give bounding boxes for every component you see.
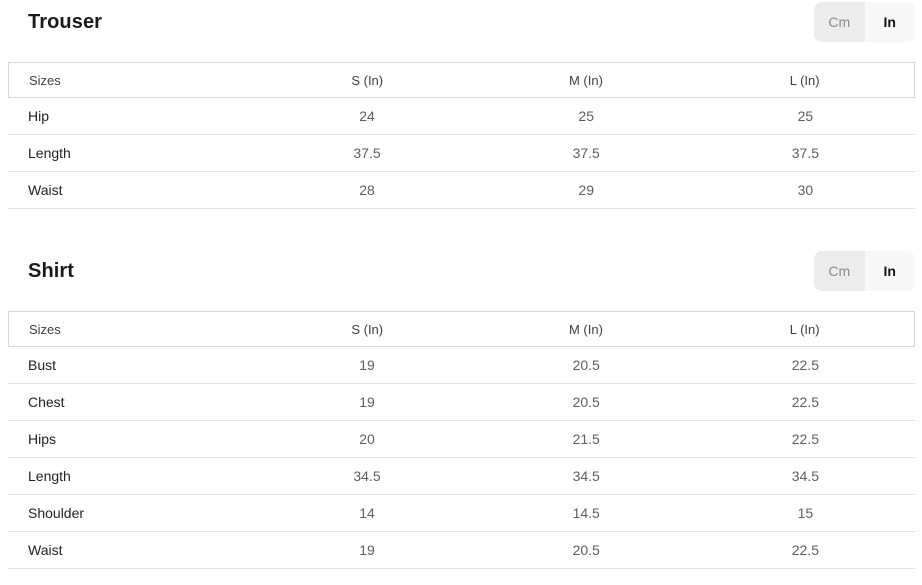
table-row: [8, 135, 915, 172]
cell-value: 22.5: [791, 357, 820, 373]
size-chart-section: [8, 0, 915, 209]
table-row: [8, 384, 915, 421]
table-row: [8, 532, 915, 569]
column-header: L (In): [789, 72, 820, 88]
table-row: [8, 458, 915, 495]
size-table: [8, 311, 915, 569]
table-row: [8, 98, 915, 135]
unit-toggle: [814, 2, 915, 42]
in-button[interactable]: In: [865, 2, 916, 42]
row-label: Shoulder: [28, 505, 85, 521]
row-label: Hips: [28, 431, 57, 447]
column-header: Sizes: [29, 72, 61, 88]
cell-value: 15: [797, 505, 814, 521]
table-body: [8, 98, 915, 209]
cell-value: 19: [359, 394, 375, 410]
cell-value: 34.5: [572, 468, 600, 484]
row-label: Hip: [28, 108, 50, 124]
row-label: Chest: [28, 394, 65, 410]
cell-value: 14.5: [572, 505, 600, 521]
cell-value: 22.5: [791, 431, 820, 447]
cell-value: 20.5: [572, 357, 600, 373]
row-label: Waist: [28, 182, 63, 198]
in-button[interactable]: In: [865, 251, 916, 291]
section-title: Shirt: [28, 259, 75, 282]
table-header-row: [8, 311, 915, 347]
cell-value: 37.5: [572, 145, 600, 161]
table-row: [8, 421, 915, 458]
cell-value: 37.5: [791, 145, 820, 161]
cell-value: 21.5: [572, 431, 600, 447]
column-header: L (In): [789, 321, 820, 337]
row-label: Length: [28, 468, 71, 484]
size-table: [8, 62, 915, 209]
cm-button[interactable]: Cm: [814, 2, 865, 42]
cell-value: 34.5: [791, 468, 820, 484]
column-header: M (In): [568, 321, 603, 337]
table-row: [8, 495, 915, 532]
cell-value: 22.5: [791, 542, 820, 558]
column-header: S (In): [351, 72, 384, 88]
cell-value: 37.5: [353, 145, 381, 161]
row-label: Length: [28, 145, 71, 161]
unit-toggle: [814, 251, 915, 291]
section-title: Trouser: [28, 10, 103, 33]
cell-value: 20.5: [572, 542, 600, 558]
cell-value: 24: [359, 108, 375, 124]
table-row: [8, 347, 915, 384]
cm-button[interactable]: Cm: [814, 251, 865, 291]
table-body: [8, 347, 915, 569]
cell-value: 30: [797, 182, 814, 198]
cell-value: 34.5: [353, 468, 381, 484]
size-chart-section: [8, 249, 915, 569]
column-header: S (In): [351, 321, 384, 337]
cell-value: 20.5: [572, 394, 600, 410]
section-header: [8, 249, 915, 293]
column-header: M (In): [568, 72, 603, 88]
table-header-row: [8, 62, 915, 98]
cell-value: 28: [359, 182, 375, 198]
cell-value: 29: [578, 182, 594, 198]
cell-value: 25: [797, 108, 814, 124]
cell-value: 22.5: [791, 394, 820, 410]
cell-value: 19: [359, 357, 375, 373]
cell-value: 20: [359, 431, 375, 447]
cell-value: 14: [359, 505, 375, 521]
section-header: [8, 0, 915, 44]
cell-value: 25: [578, 108, 594, 124]
row-label: Bust: [28, 357, 57, 373]
cell-value: 19: [359, 542, 375, 558]
table-row: [8, 172, 915, 209]
column-header: Sizes: [29, 321, 61, 337]
row-label: Waist: [28, 542, 63, 558]
